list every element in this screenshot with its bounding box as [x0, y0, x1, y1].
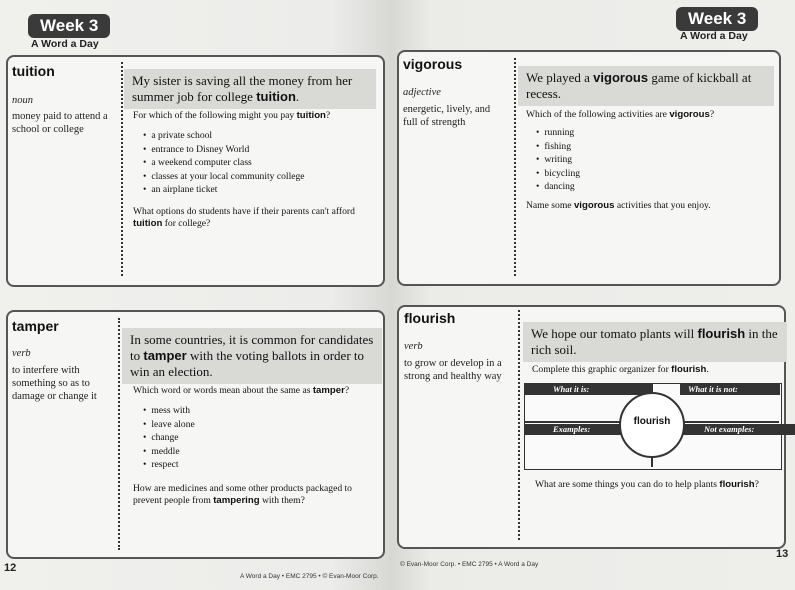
list-item: • classes at your local community college — [143, 170, 305, 184]
list-item: • a weekend computer class — [143, 156, 305, 170]
vocab-word: vigorous — [403, 56, 463, 72]
writing-prompt: What options do students have if their parents can't afford tuition for college? — [133, 206, 355, 229]
example-sentence: We hope our tomato plants will flourish in the rich soil. — [523, 322, 787, 362]
option-list — [536, 126, 580, 194]
page-number-left: 12 — [4, 562, 17, 574]
organizer-examples: Examples: — [525, 424, 653, 435]
card-divider — [514, 58, 516, 276]
list-item: • leave alone — [143, 418, 195, 432]
example-sentence: My sister is saving all the money from her summer job for college tuition. — [124, 69, 376, 109]
question: Complete this graphic organizer for flourish. — [532, 364, 709, 375]
option-list — [143, 404, 195, 472]
definition: to grow or develop in a strong and healthy way — [404, 358, 502, 382]
list-item: • bicycling — [536, 167, 580, 181]
vocab-word: tuition — [12, 63, 55, 79]
organizer-center-word: flourish — [633, 416, 671, 427]
list-item: • respect — [143, 458, 195, 472]
definition: to interfere with something so as to damage or change it — [12, 365, 97, 402]
card-divider — [121, 62, 123, 276]
part-of-speech: verb — [12, 348, 31, 359]
list-item: • mess with — [143, 404, 195, 418]
list-item: • dancing — [536, 180, 580, 194]
card-divider — [118, 318, 120, 550]
subtitle-left: A Word a Day — [31, 38, 99, 50]
part-of-speech: verb — [404, 341, 423, 352]
writing-prompt: How are medicines and some other products packaged to prevent people from tampering with them? — [133, 483, 352, 506]
footer-credit-left: A Word a Day • EMC 2795 • © Evan-Moor Corp. — [240, 573, 379, 580]
list-item: • an airplane ticket — [143, 183, 305, 197]
part-of-speech: noun — [12, 95, 33, 106]
list-item: • entrance to Disney World — [143, 143, 305, 157]
vocab-word: tamper — [12, 318, 59, 334]
writing-prompt: Name some vigorous activities that you enjoy. — [526, 200, 711, 211]
definition: energetic, lively, and full of strength — [403, 104, 491, 128]
vocab-word: flourish — [404, 310, 456, 326]
definition: money paid to attend a school or college — [12, 111, 108, 135]
list-item: • fishing — [536, 140, 580, 154]
question: Which word or words mean about the same as tamper? — [133, 385, 350, 396]
question: For which of the following might you pay tuition? — [133, 110, 331, 121]
example-sentence: In some countries, it is common for candidates to tamper with the voting ballots in order to win an election. — [122, 328, 382, 384]
organizer-non-examples: Not examples: — [680, 424, 795, 435]
footer-credit-right: © Evan-Moor Corp. • EMC 2795 • A Word a Day — [400, 561, 539, 568]
page-number-right: 13 — [776, 548, 789, 560]
list-item: • a private school — [143, 129, 305, 143]
organizer-what-it-is: What it is: — [525, 384, 653, 395]
organizer-what-it-is-not: What it is not: — [680, 384, 780, 395]
week-label-right: Week 3 — [676, 7, 758, 31]
card-divider — [518, 310, 520, 540]
week-label-left: Week 3 — [28, 14, 110, 38]
list-item: • meddle — [143, 445, 195, 459]
list-item: • change — [143, 431, 195, 445]
option-list — [143, 129, 305, 197]
example-sentence: We played a vigorous game of kickball at recess. — [518, 66, 774, 106]
list-item: • writing — [536, 153, 580, 167]
writing-prompt: What are some things you can do to help plants flourish? — [535, 479, 759, 490]
subtitle-right: A Word a Day — [680, 30, 748, 42]
question: Which of the following activities are vigorous? — [526, 109, 715, 120]
part-of-speech: adjective — [403, 87, 441, 98]
list-item: • running — [536, 126, 580, 140]
